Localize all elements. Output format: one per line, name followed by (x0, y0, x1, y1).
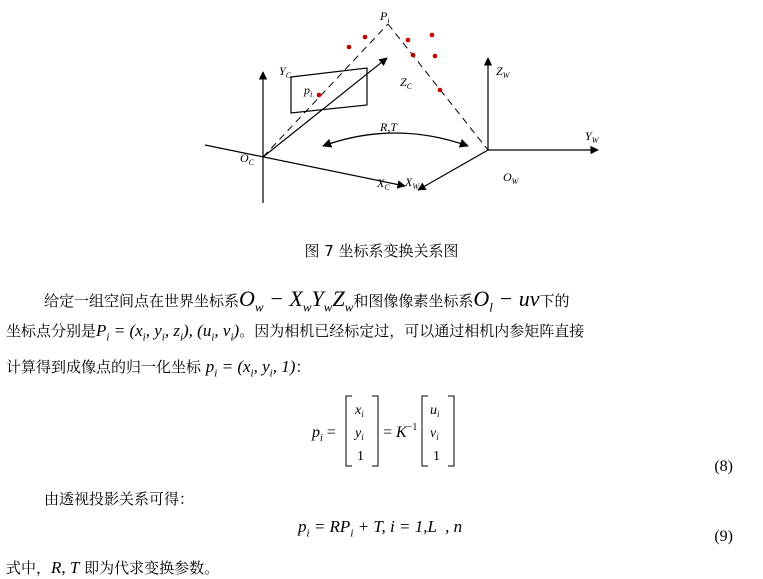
label-Pi: $P_i$ (380, 9, 390, 25)
transform-arrow (323, 133, 468, 146)
vec2-entry: $v_i$ (430, 426, 439, 442)
equation-8 (300, 392, 470, 472)
label-Yc: $Y_C$ (279, 64, 292, 80)
text-span: 和图像像素坐标系 (353, 292, 474, 310)
label-Ow: $O_W$ (503, 170, 519, 186)
formula-points: $P_i = (x_i$, $y_i$, $z_i$), ($u_i$, $v_i$) (96, 321, 240, 344)
projection-ray (263, 24, 388, 157)
svg-text:= K−1: = $K^{-1}$ (383, 422, 418, 441)
paragraph-line (6, 557, 219, 578)
world-axis-x (418, 150, 488, 190)
space-point (406, 38, 411, 43)
text-span: 给定一组空间点在世界坐标系 (44, 292, 240, 310)
label-Xw: $X_W$ (405, 175, 420, 191)
image-point (317, 93, 322, 98)
text-span: 即为代求变换参数。 (84, 559, 220, 577)
vec1-entry: $y_i$ (355, 426, 364, 442)
label-Xc: $X_C$ (377, 176, 390, 192)
vec1-entry: 1 (357, 449, 364, 464)
coordinate-transform-figure (0, 0, 763, 235)
paragraph-line (44, 286, 570, 315)
text-span: 计算得到成像点的归一化坐标 (6, 358, 202, 376)
space-point (438, 88, 443, 93)
label-RT: R,T (380, 120, 398, 134)
space-point (363, 35, 368, 40)
space-point (430, 33, 435, 38)
label-pi: $p_i$ (304, 83, 313, 99)
equation-number-9: (9) (714, 528, 733, 545)
label-Zw: $Z_W$ (496, 64, 510, 80)
label-Oc: $O_C$ (240, 151, 255, 167)
label-Zc: $Z_C$ (400, 75, 413, 91)
figure-caption: 图 7 坐标系变换关系图 (304, 242, 459, 260)
equation-number-8: (8) (714, 458, 733, 475)
paragraph-line (6, 356, 310, 379)
paragraph-line (6, 320, 584, 343)
space-point (411, 53, 416, 58)
space-point (347, 45, 352, 50)
equation-9: $p_i = RP_i + T$, i = 1,L , n (298, 517, 463, 540)
space-point (433, 54, 438, 59)
formula-world-frame: $O_w - X_wY_wZ_w$ (239, 286, 354, 315)
vec2-entry: $u_i$ (430, 403, 440, 419)
vec1-entry: $x_i$ (355, 403, 364, 419)
formula-normalized: $p_i = (x_i$, $y_i$, 1) (205, 357, 296, 380)
camera-axis-x (205, 145, 405, 186)
text-span: 。因为相机已经标定过，可以通过相机内参矩阵直接 (239, 322, 585, 340)
vec2-entry: 1 (433, 449, 440, 464)
text-span: 下的 (539, 292, 570, 310)
space-points (317, 33, 443, 98)
text-span: 式中， (6, 559, 52, 577)
image-plane (291, 68, 367, 113)
label-Yw: $Y_W$ (585, 129, 599, 145)
text-span: 坐标点分别是 (6, 322, 97, 340)
paragraph-line: 由透视投影关系可得： (44, 490, 195, 508)
svg-text:pi =: $p_i$ = (312, 424, 336, 444)
text-span: ： (295, 358, 311, 376)
formula-RT: R, T (51, 558, 80, 577)
formula-image-frame: $O_l$ − uv (473, 286, 540, 315)
